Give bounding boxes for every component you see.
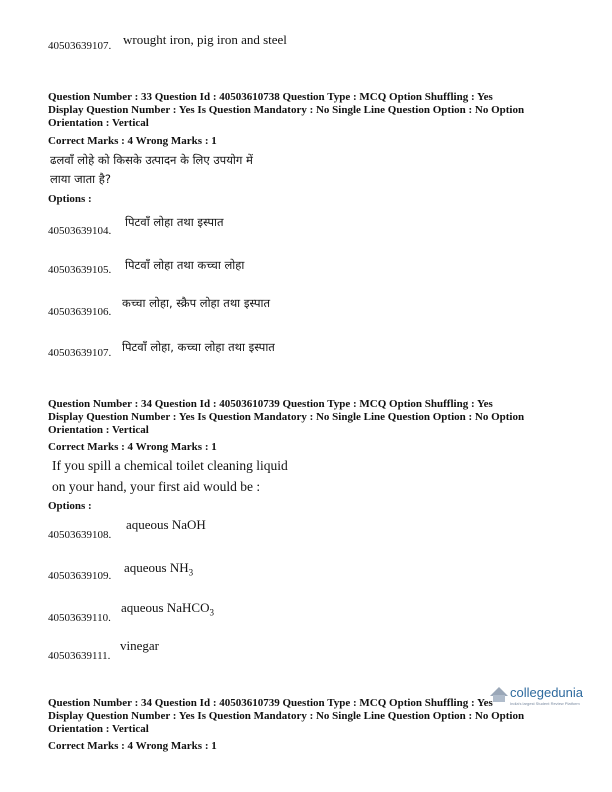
option-id: 40503639110. <box>48 612 111 624</box>
question-meta: Orientation : Vertical <box>48 723 149 735</box>
question-meta: Display Question Number : Yes Is Question Mandatory : No Single Line Question Option : No Option <box>48 104 525 116</box>
question-text: If you spill a chemical toilet cleaning liquid <box>52 458 288 473</box>
option-text: vinegar <box>120 638 159 653</box>
question-text: लाया जाता है? <box>50 172 111 186</box>
question-marks: Correct Marks : 4 Wrong Marks : 1 <box>48 740 217 752</box>
option-id: 40503639109. <box>48 570 112 582</box>
option-id: 40503639111. <box>48 650 111 662</box>
option-id: 40503639104. <box>48 225 112 237</box>
option-text: wrought iron, pig iron and steel <box>123 32 287 47</box>
question-meta: Display Question Number : Yes Is Question Mandatory : No Single Line Question Option : No Option <box>48 411 525 423</box>
question-meta: Orientation : Vertical <box>48 117 149 129</box>
option-text: कच्चा लोहा, स्क्रैप लोहा तथा इस्पात <box>122 296 271 310</box>
question-marks: Correct Marks : 4 Wrong Marks : 1 <box>48 135 217 147</box>
option-text: पिटवाँ लोहा तथा कच्चा लोहा <box>125 258 245 272</box>
options-label: Options : <box>48 500 92 512</box>
question-marks: Correct Marks : 4 Wrong Marks : 1 <box>48 441 217 453</box>
option-id: 40503639106. <box>48 306 112 318</box>
logo-tagline: India's largest Student Review Platform <box>510 701 580 706</box>
option-text: पिटवाँ लोहा, कच्चा लोहा तथा इस्पात <box>122 340 275 354</box>
logo-name: collegedunia <box>510 685 584 700</box>
option-text: aqueous NaOH <box>126 517 206 532</box>
collegedunia-logo <box>486 685 606 709</box>
graduation-cap-base <box>493 695 505 702</box>
option-id: 40503639105. <box>48 264 112 276</box>
question-text: on your hand, your first aid would be : <box>52 479 261 494</box>
option-text: aqueous NaHCO$_3$ <box>121 600 214 618</box>
question-meta: Question Number : 33 Question Id : 40503610738 Question Type : MCQ Option Shuffling : Yes <box>48 91 493 103</box>
question-meta: Display Question Number : Yes Is Question Mandatory : No Single Line Question Option : No Option <box>48 710 525 722</box>
question-text: ढलवाँ लोहे को किसके उत्पादन के लिए उपयोग में <box>50 153 253 167</box>
option-text: aqueous $NH_3$ <box>124 560 194 578</box>
question-meta: Question Number : 34 Question Id : 40503610739 Question Type : MCQ Option Shuffling : Yes <box>48 398 493 410</box>
option-text: पिटवाँ लोहा तथा इस्पात <box>125 215 224 229</box>
question-meta: Orientation : Vertical <box>48 424 149 436</box>
option-id: 40503639107. <box>48 347 112 359</box>
options-label: Options : <box>48 193 92 205</box>
option-id: 40503639107. <box>48 40 112 52</box>
question-meta: Question Number : 34 Question Id : 40503610739 Question Type : MCQ Option Shuffling : Yes <box>48 697 493 709</box>
option-id: 40503639108. <box>48 529 112 541</box>
